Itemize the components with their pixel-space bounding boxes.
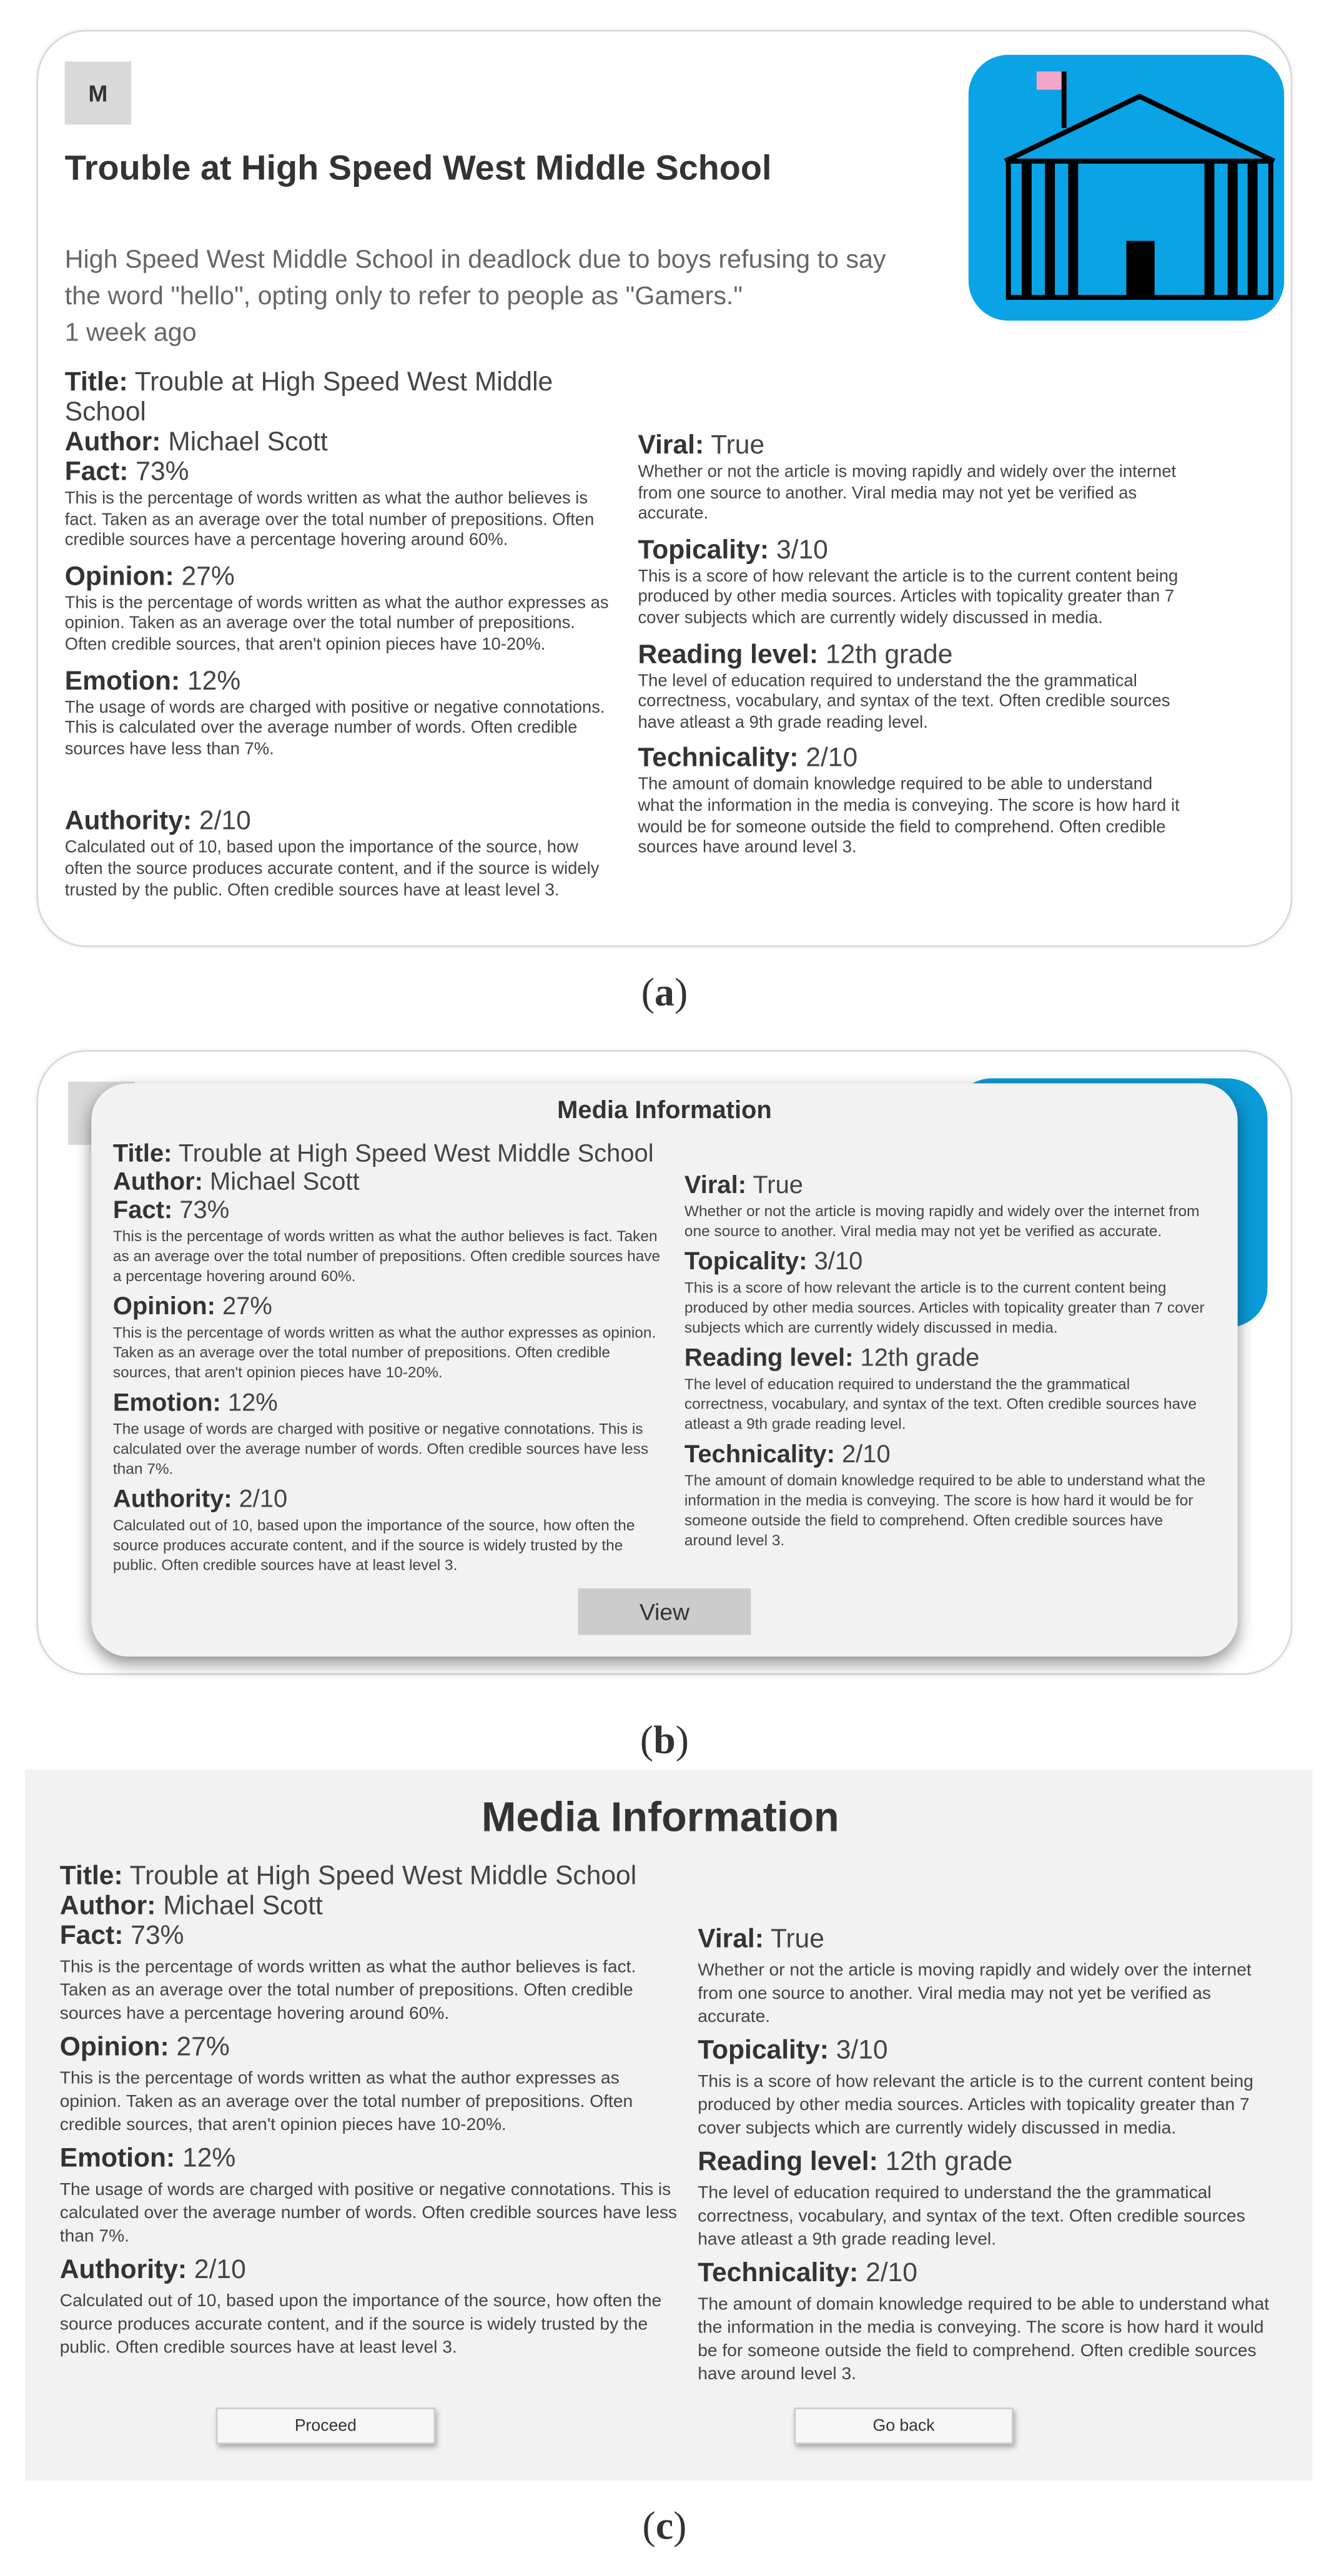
fields-right-column bbox=[698, 1863, 1279, 2394]
field-topicality bbox=[684, 1248, 1213, 1338]
field-label: Author: bbox=[64, 429, 161, 457]
field-value: Trouble at High Speed West Middle School bbox=[64, 369, 553, 427]
field-opinion bbox=[60, 2034, 678, 2137]
field-label: Topicality: bbox=[698, 2037, 829, 2066]
field-author bbox=[113, 1168, 664, 1196]
field-value: True bbox=[770, 1925, 824, 1954]
field-authority bbox=[65, 808, 618, 903]
field-opinion bbox=[113, 1292, 664, 1382]
field-description: This is a score of how relevant the article is to the current content being produced by other media sources. Articles with topicality greater than 7 cover subjects which are currently widely discussed in media. bbox=[698, 2072, 1253, 2139]
field-label: Emotion: bbox=[64, 667, 180, 696]
field-label: Authority: bbox=[59, 2256, 187, 2285]
field-label: Emotion: bbox=[112, 1389, 221, 1417]
field-reading-level bbox=[684, 1344, 1213, 1434]
field-label: Reading level: bbox=[684, 1344, 854, 1373]
field-value: 12th grade bbox=[825, 640, 953, 669]
field-description: This is a score of how relevant the article is to the current content being produced by other media sources. Articles with topicality greater than 7 cover subjects which are currently widely discussed in media. bbox=[684, 1279, 1205, 1336]
field-authority bbox=[60, 2256, 678, 2359]
media-info-modal[interactable] bbox=[91, 1083, 1237, 1657]
fields-left-column bbox=[113, 1140, 684, 1582]
article-summary: High Speed West Middle School in deadlock due to boys refusing to say the word "hello", opting only to refer to people as "Gamers." bbox=[64, 245, 886, 311]
field-value: 2/10 bbox=[866, 2259, 917, 2288]
field-viral bbox=[698, 1926, 1279, 2029]
field-label: Opinion: bbox=[64, 563, 174, 592]
field-description: Whether or not the article is moving rapidly and widely over the internet from one source to another. Viral media may not yet be verified as accurate. bbox=[698, 1960, 1252, 2028]
field-label: Emotion: bbox=[59, 2145, 175, 2174]
field-description: Calculated out of 10, based upon the importance of the source, how often the source produces accurate content, and if the source is widely trusted by the public. Often credible sources have at least level 3. bbox=[112, 1517, 635, 1574]
field-emotion bbox=[60, 2145, 678, 2248]
modal-scene bbox=[37, 1050, 1293, 1675]
field-emotion bbox=[65, 667, 618, 761]
field-value: Trouble at High Speed West Middle School bbox=[178, 1139, 654, 1168]
field-heading bbox=[698, 2148, 1279, 2178]
field-value: 12% bbox=[182, 2145, 236, 2174]
field-description: The level of education required to understand the the grammatical correctness, vocabulary, and syntax of the text. Often credible sources have atleast a 9th grade reading level. bbox=[638, 672, 1170, 733]
field-value: 3/10 bbox=[814, 1247, 863, 1276]
field-value: 3/10 bbox=[776, 536, 828, 565]
field-value: 73% bbox=[131, 1922, 184, 1951]
field-opinion bbox=[65, 563, 618, 657]
field-label: Opinion: bbox=[59, 2033, 169, 2063]
field-heading bbox=[684, 1248, 1213, 1276]
field-description: This is the percentage of words written as what the author believes is fact. Taken as an average over the total number of prepositions. Often credible sources have a percentage hovering around 60%. bbox=[64, 490, 595, 550]
field-value: 2/10 bbox=[194, 2256, 246, 2285]
field-description: The amount of domain knowledge required to be able to understand what the information in the media is conveying. The score is how hard it would be for someone outside the field to comprehend. Often credible sources have around level 3. bbox=[684, 1472, 1206, 1549]
field-technicality bbox=[698, 2260, 1279, 2386]
field-authority bbox=[113, 1485, 664, 1575]
avatar: M bbox=[65, 61, 131, 124]
page-title: Media Information bbox=[481, 1794, 839, 1841]
field-author bbox=[60, 1893, 678, 1923]
field-heading bbox=[65, 808, 618, 838]
field-value: 2/10 bbox=[806, 745, 858, 773]
field-heading bbox=[113, 1140, 664, 1168]
fields-right-column bbox=[638, 369, 1186, 871]
field-label: Title: bbox=[64, 369, 128, 397]
field-value: 3/10 bbox=[836, 2037, 888, 2066]
caption-c: (c) bbox=[642, 2505, 687, 2549]
field-heading bbox=[60, 1863, 678, 1893]
field-value: 73% bbox=[179, 1196, 230, 1225]
field-label: Viral: bbox=[638, 432, 704, 460]
field-viral bbox=[684, 1171, 1213, 1241]
field-emotion bbox=[113, 1389, 664, 1479]
field-heading bbox=[65, 458, 618, 488]
field-heading bbox=[684, 1171, 1213, 1199]
field-label: Author: bbox=[112, 1167, 203, 1197]
article-card[interactable] bbox=[37, 30, 1293, 947]
field-label: Reading level: bbox=[698, 2148, 878, 2177]
field-description: The usage of words are charged with positive or negative connotations. This is calculated over the average number of words. Often credible sources have less than 7%. bbox=[64, 698, 605, 759]
field-label: Authority: bbox=[112, 1485, 232, 1514]
field-label: Topicality: bbox=[684, 1247, 808, 1276]
field-heading bbox=[60, 2145, 678, 2175]
field-description: The level of education required to understand the the grammatical correctness, vocabulary, and syntax of the text. Often credible sources have atleast a 9th grade reading level. bbox=[684, 1375, 1197, 1432]
field-heading bbox=[60, 1923, 678, 1953]
field-title bbox=[113, 1140, 664, 1168]
field-value: Michael Scott bbox=[168, 429, 328, 457]
field-value: True bbox=[753, 1171, 803, 1200]
article-time: 1 week ago bbox=[64, 319, 197, 347]
go-back-button[interactable]: Go back bbox=[794, 2407, 1013, 2444]
field-label: Opinion: bbox=[112, 1292, 215, 1321]
field-heading bbox=[65, 563, 618, 593]
modal-title: Media Information bbox=[557, 1096, 772, 1125]
field-heading bbox=[638, 432, 1186, 462]
field-value: Michael Scott bbox=[210, 1167, 360, 1197]
field-value: 27% bbox=[181, 563, 235, 592]
field-heading bbox=[113, 1292, 664, 1320]
field-value: Michael Scott bbox=[163, 1892, 323, 1921]
field-fact bbox=[60, 1923, 678, 2026]
field-topicality bbox=[698, 2037, 1279, 2140]
field-heading bbox=[60, 2034, 678, 2064]
field-value: 2/10 bbox=[239, 1485, 288, 1514]
field-label: Authority: bbox=[64, 808, 192, 836]
field-description: The usage of words are charged with positive or negative connotations. This is calculated over the average number of words. Often credible sources have less than 7%. bbox=[112, 1420, 649, 1477]
field-fact bbox=[113, 1196, 664, 1286]
field-value: 2/10 bbox=[199, 808, 251, 836]
field-heading bbox=[698, 2260, 1279, 2290]
field-description: The level of education required to understand the the grammatical correctness, vocabulary, and syntax of the text. Often credible sources have atleast a 9th grade reading level. bbox=[698, 2183, 1245, 2250]
school-building-icon bbox=[969, 55, 1284, 321]
field-heading bbox=[638, 641, 1186, 671]
field-description: This is the percentage of words written as what the author expresses as opinion. Taken as an average over the total number of prepositions. Often credible sources, that aren't opinion pieces have 10-20%. bbox=[112, 1324, 656, 1381]
field-viral bbox=[638, 432, 1186, 527]
field-label: Technicality: bbox=[698, 2259, 859, 2288]
field-heading bbox=[60, 2256, 678, 2286]
field-heading bbox=[113, 1389, 664, 1417]
field-description: The amount of domain knowledge required to be able to understand what the information in the media is conveying. The score is how hard it would be for someone outside the field to comprehend. Often credible sources have around level 3. bbox=[638, 776, 1180, 858]
field-value: 73% bbox=[136, 458, 189, 487]
field-label: Technicality: bbox=[684, 1440, 835, 1469]
field-value: 12% bbox=[227, 1389, 278, 1417]
field-value: 12% bbox=[187, 667, 241, 696]
field-value: 12th grade bbox=[860, 1344, 980, 1373]
field-label: Reading level: bbox=[638, 640, 819, 669]
field-heading bbox=[60, 1893, 678, 1923]
field-description: This is the percentage of words written as what the author believes is fact. Taken as an average over the total number of prepositions. Often credible sources have a percentage hovering around 60%. bbox=[112, 1227, 661, 1285]
article-headline[interactable]: Trouble at High Speed West Middle School bbox=[64, 149, 772, 188]
field-description: This is a score of how relevant the article is to the current content being produced by other media sources. Articles with topicality greater than 7 cover subjects which are currently widely discussed in media. bbox=[638, 568, 1178, 628]
field-value: 27% bbox=[222, 1292, 272, 1321]
field-label: Author: bbox=[59, 1892, 156, 1921]
field-heading bbox=[684, 1344, 1213, 1372]
field-description: The amount of domain knowledge required to be able to understand what the information in the media is conveying. The score is how hard it would be for someone outside the field to comprehend. Often credible sources have around level 3. bbox=[698, 2294, 1270, 2385]
field-reading-level bbox=[638, 641, 1186, 735]
caption-b: (b) bbox=[640, 1720, 689, 1763]
field-technicality bbox=[638, 745, 1186, 861]
field-description: Whether or not the article is moving rapidly and widely over the internet from one source to another. Viral media may not yet be verified as accurate. bbox=[684, 1202, 1200, 1240]
field-heading bbox=[684, 1440, 1213, 1469]
field-label: Fact: bbox=[112, 1196, 173, 1225]
field-value: Trouble at High Speed West Middle School bbox=[129, 1862, 637, 1891]
view-button[interactable]: View bbox=[578, 1588, 751, 1635]
field-label: Viral: bbox=[684, 1171, 747, 1200]
field-description: Calculated out of 10, based upon the importance of the source, how often the source produces accurate content, and if the source is widely trusted by the public. Often credible sources have at least level 3. bbox=[59, 2291, 662, 2358]
media-info-page bbox=[25, 1770, 1313, 2480]
field-fact bbox=[65, 458, 618, 553]
field-heading bbox=[698, 1926, 1279, 1956]
field-heading bbox=[65, 667, 618, 697]
field-author bbox=[65, 429, 618, 458]
field-description: This is the percentage of words written as what the author believes is fact. Taken as an average over the total number of prepositions. Often credible sources have a percentage hovering around 60%. bbox=[59, 1957, 636, 2024]
field-heading bbox=[113, 1168, 664, 1196]
field-description: The usage of words are charged with positive or negative connotations. This is calculated over the average number of words. Often credible sources have less than 7%. bbox=[59, 2179, 678, 2247]
field-heading bbox=[638, 537, 1186, 567]
field-heading bbox=[113, 1485, 664, 1513]
field-reading-level bbox=[698, 2148, 1279, 2251]
field-label: Fact: bbox=[64, 458, 129, 487]
field-title bbox=[65, 369, 618, 429]
field-value: 2/10 bbox=[841, 1440, 891, 1469]
field-heading bbox=[113, 1196, 664, 1224]
proceed-button[interactable]: Proceed bbox=[216, 2407, 435, 2444]
field-label: Topicality: bbox=[638, 536, 769, 565]
field-technicality bbox=[684, 1440, 1213, 1550]
field-topicality bbox=[638, 537, 1186, 631]
field-label: Technicality: bbox=[638, 745, 799, 773]
field-label: Title: bbox=[59, 1862, 123, 1891]
fields-left-column bbox=[65, 369, 638, 913]
field-description: This is the percentage of words written as what the author expresses as opinion. Taken as an average over the total number of prepositions. Often credible sources, that aren't opinion pieces have 10-20%. bbox=[64, 594, 609, 655]
field-heading bbox=[698, 2037, 1279, 2067]
field-label: Fact: bbox=[59, 1922, 124, 1951]
field-description: Whether or not the article is moving rapidly and widely over the internet from one source to another. Viral media may not yet be verified as accurate. bbox=[638, 463, 1177, 524]
field-heading bbox=[638, 745, 1186, 775]
fields-left-column bbox=[60, 1863, 698, 2368]
field-heading bbox=[65, 369, 618, 429]
field-label: Title: bbox=[112, 1139, 172, 1168]
field-description: Calculated out of 10, based upon the importance of the source, how often the source produces accurate content, and if the source is widely trusted by the public. Often credible sources have at least level 3. bbox=[64, 840, 600, 900]
field-heading bbox=[65, 429, 618, 458]
field-value: True bbox=[711, 432, 765, 460]
caption-a: (a) bbox=[641, 972, 688, 1016]
fields-right-column bbox=[684, 1140, 1213, 1557]
field-label: Viral: bbox=[698, 1925, 764, 1954]
field-value: 27% bbox=[176, 2033, 230, 2063]
field-title bbox=[60, 1863, 678, 1893]
field-value: 12th grade bbox=[885, 2148, 1013, 2177]
field-description: This is the percentage of words written as what the author expresses as opinion. Taken as an average over the total number of prepositions. Often credible sources, that aren't opinion pieces have 10-20%. bbox=[59, 2068, 633, 2136]
